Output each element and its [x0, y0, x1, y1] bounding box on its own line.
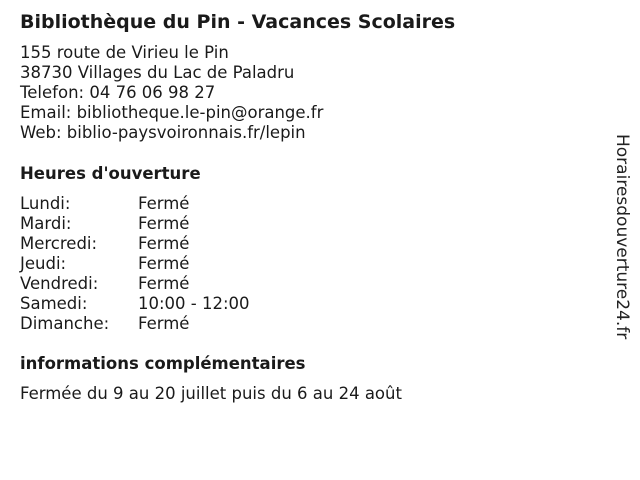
street-address: 155 route de Virieu le Pin [20, 43, 229, 62]
city-address: 38730 Villages du Lac de Paladru [20, 63, 295, 82]
day-hours: Fermé [138, 234, 190, 253]
hours-row-thursday [20, 254, 250, 274]
hours-row-sunday [20, 314, 250, 334]
day-hours: Fermé [138, 314, 190, 333]
hours-table [20, 194, 250, 334]
hours-row-friday [20, 274, 250, 294]
page-title: Bibliothèque du Pin - Vacances Scolaires [20, 11, 456, 33]
address-block [20, 43, 323, 143]
hours-row-tuesday [20, 214, 250, 234]
hours-row-wednesday [20, 234, 250, 254]
day-label: Lundi: [20, 194, 71, 213]
day-hours: Fermé [138, 274, 190, 293]
hours-row-monday [20, 194, 250, 214]
day-hours: Fermé [138, 194, 190, 213]
day-label: Jeudi: [20, 254, 67, 273]
day-hours: 10:00 - 12:00 [138, 294, 250, 313]
day-label: Mardi: [20, 214, 72, 233]
info-text: Fermée du 9 au 20 juillet puis du 6 au 24 août [20, 384, 402, 403]
day-label: Vendredi: [20, 274, 99, 293]
phone-number: Telefon: 04 76 06 98 27 [20, 83, 216, 102]
site-watermark: Horairesdouverture24.fr [612, 134, 632, 340]
day-label: Mercredi: [20, 234, 98, 253]
day-label: Samedi: [20, 294, 88, 313]
day-hours: Fermé [138, 254, 190, 273]
day-label: Dimanche: [20, 314, 110, 333]
hours-heading: Heures d'ouverture [20, 164, 201, 183]
email-address: Email: bibliotheque.le-pin@orange.fr [20, 103, 324, 122]
website-address: Web: biblio-paysvoironnais.fr/lepin [20, 123, 306, 142]
hours-row-saturday [20, 294, 250, 314]
day-hours: Fermé [138, 214, 190, 233]
info-heading: informations complémentaires [20, 354, 306, 373]
